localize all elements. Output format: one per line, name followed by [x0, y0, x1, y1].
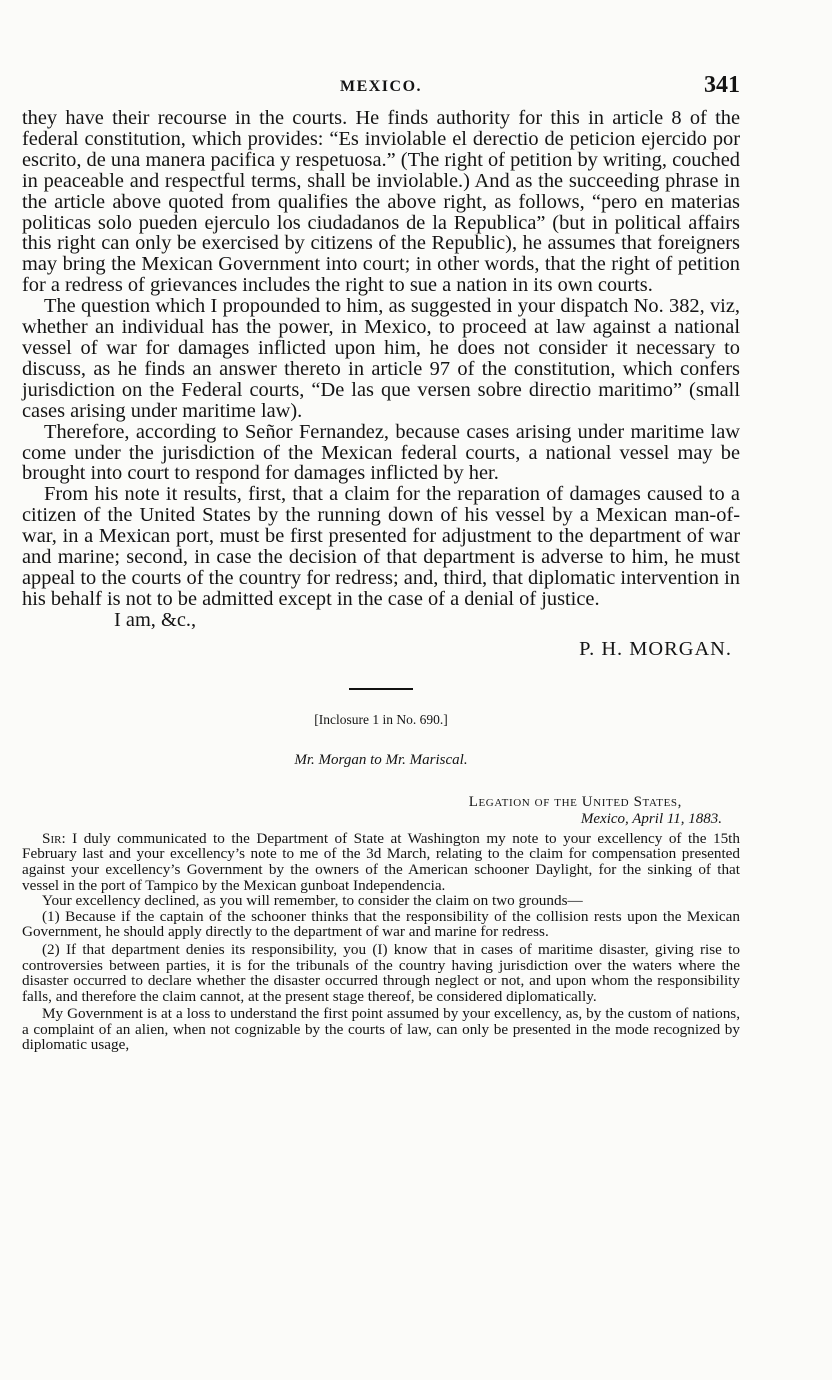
inclosure-paragraph-3: (1) Because if the captain of the schooner thinks that the responsibility of the collision rests upon the Mexican Government, he should apply directly to the department of war and marine for redress. — [22, 907, 740, 941]
inclosure-label: [Inclosure 1 in No. 690.] — [314, 711, 448, 727]
inclosure-paragraph-2: Your excellency declined, as you will remember, to consider the claim on two grounds— — [42, 892, 583, 910]
running-title: MEXICO. — [339, 78, 423, 95]
inclosure-body — [22, 831, 740, 1053]
inclosure-paragraph-1-text: I duly communicated to the Department of State at Washington my note to your excellency of the 15th February last and your excellency’s note to me of the 3d March, relating to the claim for compensation presented against your excellency’s Government by the owners of the American schooner Daylight, for the sinking of that vessel in the port of Tampico by the Mexican gunboat Independencia. — [22, 829, 740, 894]
letter-title: Mr. Morgan to Mr. Mariscal. — [294, 751, 468, 768]
inclosure-paragraph-4: (2) If that department denies its responsibility, you (I) know that in cases of maritime disaster, giving rise to controversies between parties, it is for the tribunals of the country having jurisdiction over the waters where the disaster occurred to declare whether the disaster occurred through neglect or not, and upon whom the responsibility falls, and therefore the claim cannot, at the present stage thereof, be considered diplomatically. — [22, 940, 740, 1005]
body-paragraph-3: Therefore, according to Señor Fernandez, because cases arising under maritime law come under the jurisdiction of the Mexican federal courts, a national vessel may be brought into court to respond for damages inflicted by her. — [22, 420, 740, 485]
page-number: 341 — [704, 72, 740, 98]
body-paragraph-1: they have their recourse in the courts. He finds authority for this in article 8 of the federal constitution, which provides: “Es inviolable el derectio de peticion ejercido por escrito, de una manera pacifica y respetuosa.” (The right of petition by writing, couched in peaceable and respectful terms, shall be inviolable.) And as the succeeding phrase in the article above quoted from qualifies the above right, as follows, “pero en materias politicas solo pueden ejerculo los ciudadanos de la Republica” (but in political affairs this right can only be exercised by citizens of the Republic), he assumes that foreigners may bring the Mexican Government into court; in other words, that the right of petition for a redress of grievances includes the right to sue a nation in its own courts. — [22, 107, 740, 297]
signature: P. H. MORGAN. — [579, 637, 732, 660]
section-divider — [349, 688, 413, 690]
body-paragraph-4: From his note it results, first, that a claim for the reparation of damages caused to a citizen of the United States by the running down of his vessel by a Mexican man-of-war, in a Mexican port, must be first presented for adjustment to the department of war and marine; second, in case the decision of that department is adverse to him, he must appeal to the courts of the country for redress; and, third, that diplomatic intervention in his behalf is not to be admitted except in the case of a denial of justice. — [22, 483, 740, 610]
legation-heading: Legation of the United States, — [468, 793, 682, 810]
page-header — [22, 72, 740, 108]
body-paragraph-2: The question which I propounded to him, as suggested in your dispatch No. 382, viz, whether an individual has the power, in Mexico, to proceed at law against a national vessel of war for damages inflicted upon him, he does not consider it necessary to discuss, as he finds an answer thereto in article 97 of the constitution, which confers jurisdiction on the Federal courts, “De las que versen sobre directio maritimo” (small cases arising under maritime law). — [22, 295, 740, 422]
dateline: Mexico, April 11, 1883. — [580, 810, 722, 827]
inclosure-paragraph-1 — [22, 831, 740, 893]
letter-body — [22, 108, 740, 660]
closing-line: I am, &c., — [114, 608, 197, 631]
document-page — [22, 72, 740, 1053]
salutation: Sir: — [42, 829, 66, 847]
inclosure-paragraph-5: My Government is at a loss to understand the first point assumed by your excellency, as, by the custom of nations, a complaint of an alien, when not cognizable by the courts of law, can only be presented in the mode recognized by diplomatic usage, — [22, 1005, 740, 1054]
